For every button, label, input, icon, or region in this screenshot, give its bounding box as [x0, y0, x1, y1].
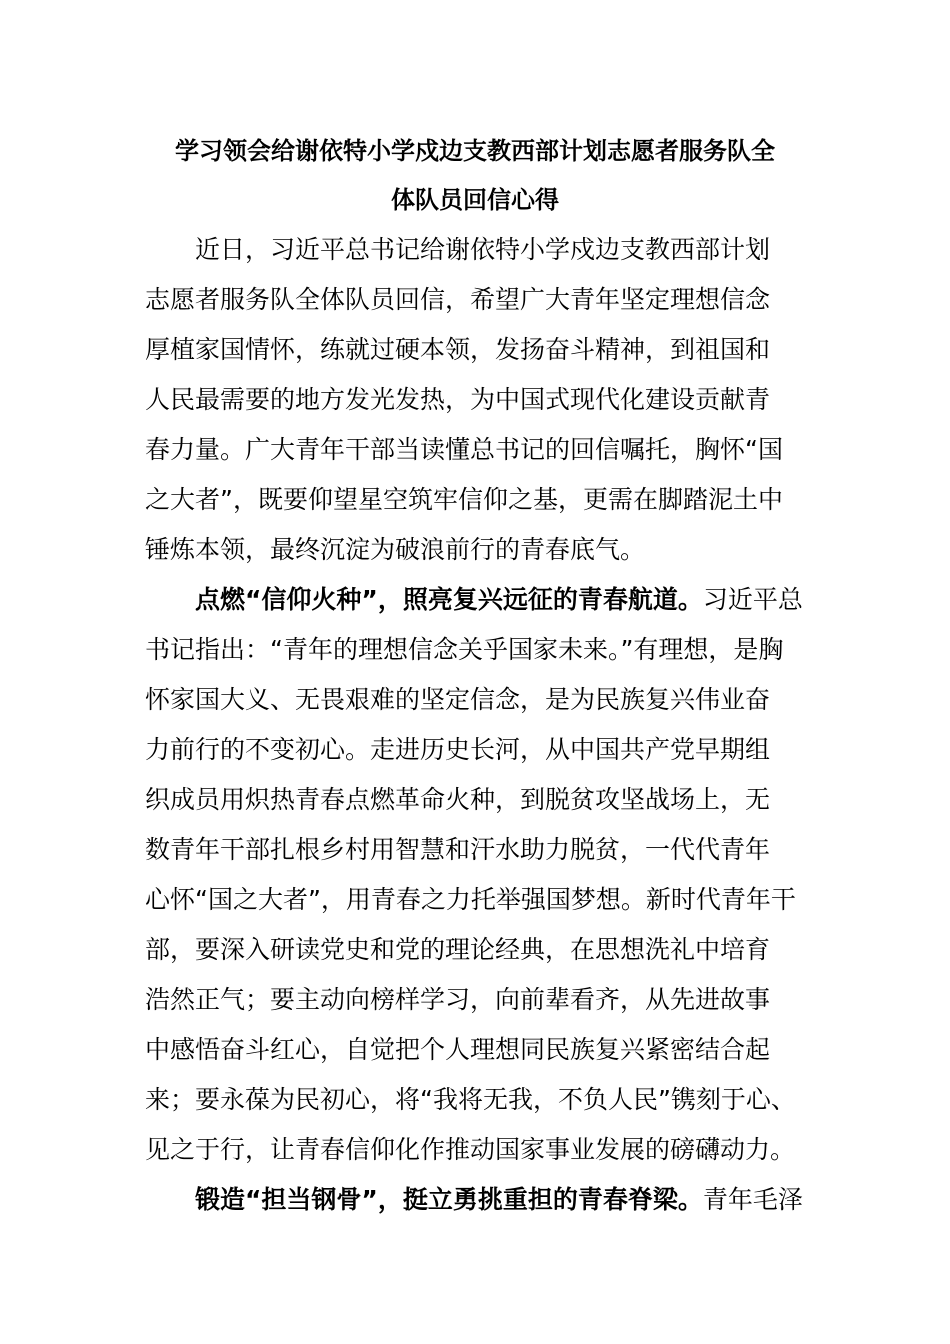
paragraph-2-line-11: 来；要永葆为民初心，将“我将无我，不负人民”镌刻于心、 — [145, 1085, 796, 1114]
paragraph-2-first-line-rest: 习近平总 — [702, 585, 803, 614]
paragraph-1-line-1: 近日，习近平总书记给谢依特小学戍边支教西部计划 — [195, 235, 771, 264]
paragraph-2-line-12: 见之于行，让青春信仰化作推动国家事业发展的磅礴动力。 — [145, 1135, 796, 1164]
document-title-line-2: 体队员回信心得 — [391, 186, 559, 214]
paragraph-2-line-8: 部，要深入研读党史和党的理论经典，在思想洗礼中培育 — [145, 935, 771, 964]
paragraph-3-heading: 锻造“担当钢骨”，挺立勇挑重担的青春脊梁。 — [195, 1185, 703, 1214]
paragraph-2-line-5: 织成员用炽热青春点燃革命火种，到脱贫攻坚战场上，无 — [145, 785, 771, 814]
paragraph-3-first-line-rest: 青年毛泽 — [702, 1185, 803, 1214]
paragraph-2-line-4: 力前行的不变初心。走进历史长河，从中国共产党早期组 — [145, 735, 771, 764]
paragraph-2-line-10: 中感悟奋斗红心，自觉把个人理想同民族复兴紧密结合起 — [145, 1035, 771, 1064]
paragraph-2-heading: 点燃“信仰火种”，照亮复兴远征的青春航道。 — [195, 585, 703, 614]
paragraph-1-line-3: 厚植家国情怀，练就过硬本领，发扬奋斗精神，到祖国和 — [145, 335, 771, 364]
paragraph-2-line-7: 心怀“国之大者”，用青春之力托举强国梦想。新时代青年干 — [145, 885, 796, 914]
paragraph-2-line-9: 浩然正气；要主动向榜样学习，向前辈看齐，从先进故事 — [145, 985, 771, 1014]
paragraph-2-line-6: 数青年干部扎根乡村用智慧和汗水助力脱贫，一代代青年 — [145, 835, 771, 864]
document-title-line-1: 学习领会给谢依特小学戍边支教西部计划志愿者服务队全 — [175, 137, 775, 165]
paragraph-1-line-2: 志愿者服务队全体队员回信，希望广大青年坚定理想信念 — [145, 285, 771, 314]
paragraph-2-line-2: 书记指出：“青年的理想信念关乎国家未来。”有理想，是胸 — [145, 635, 784, 664]
paragraph-1-line-7: 锤炼本领，最终沉淀为破浪前行的青春底气。 — [145, 535, 646, 564]
paragraph-2-line-3: 怀家国大义、无畏艰难的坚定信念，是为民族复兴伟业奋 — [145, 685, 771, 714]
paragraph-1-line-5: 春力量。广大青年干部当读懂总书记的回信嘱托，胸怀“国 — [145, 435, 783, 464]
paragraph-1-line-4: 人民最需要的地方发光发热，为中国式现代化建设贡献青 — [145, 385, 771, 414]
paragraph-1-line-6: 之大者”，既要仰望星空筑牢信仰之基，更需在脚踏泥土中 — [145, 485, 783, 514]
paragraph-3-line-1 — [195, 1184, 810, 1234]
paragraph-2-line-1 — [195, 584, 810, 634]
